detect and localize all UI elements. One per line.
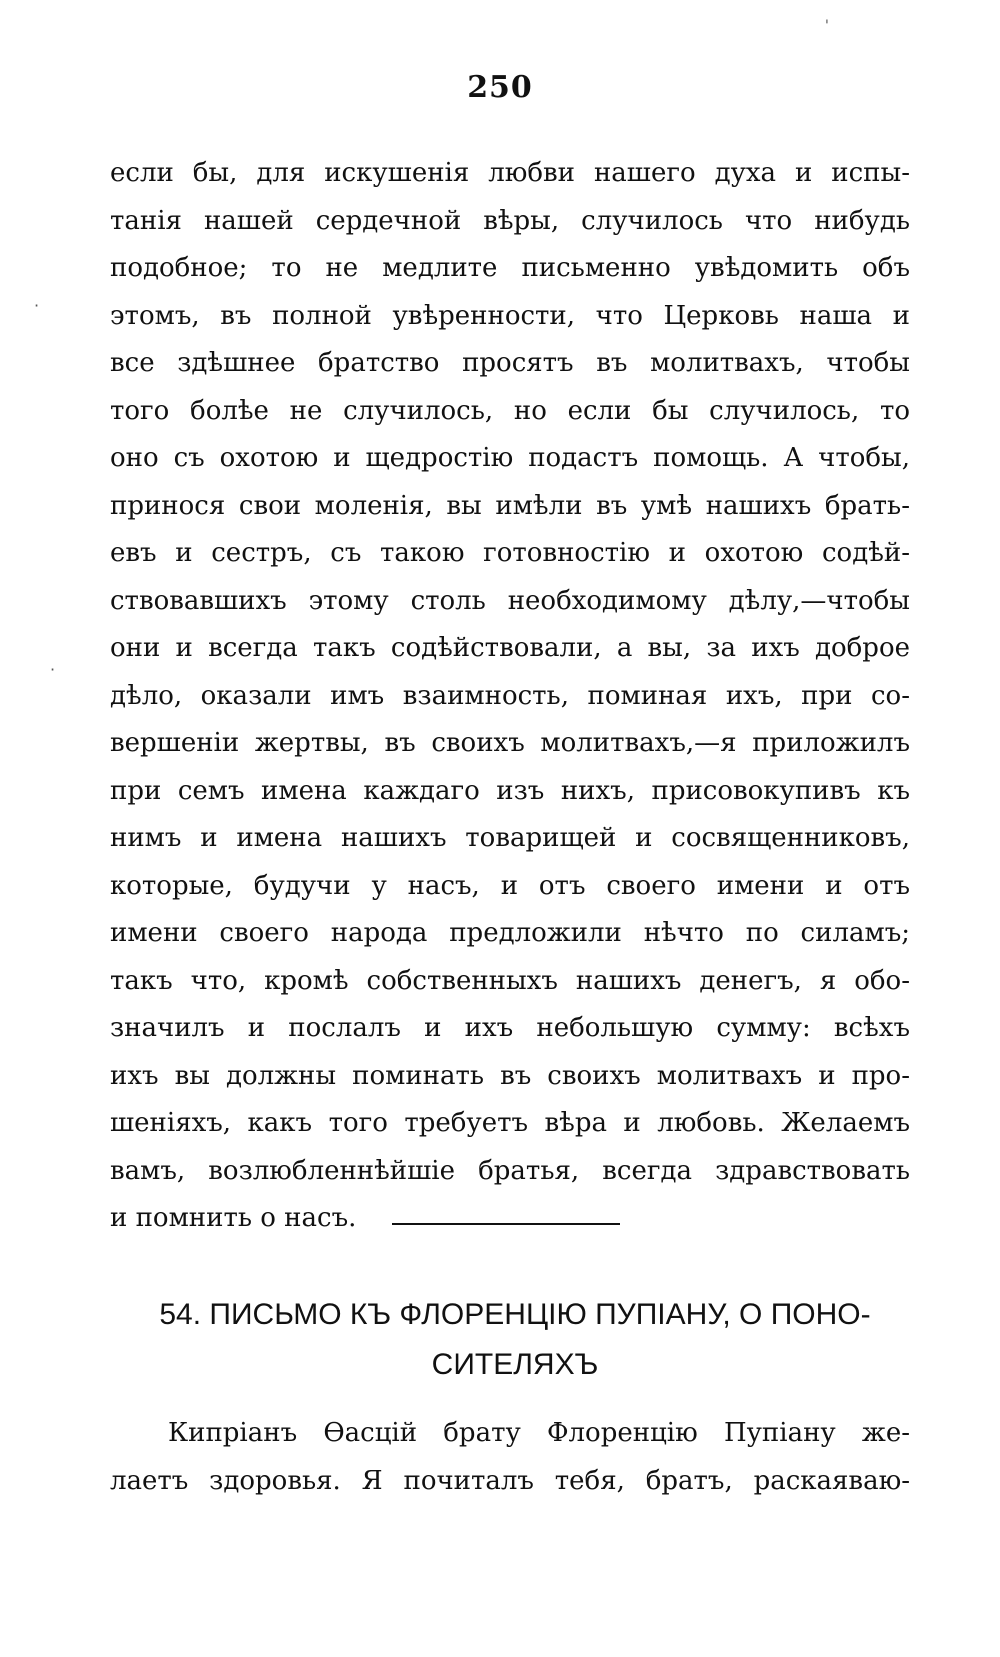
text-line-last: и помнить о насъ. — [110, 1203, 357, 1233]
text-line: Кипріанъ Ѳасцій брату Флоренцію Пупіану же- — [168, 1418, 910, 1448]
text-line: того болѣе не случилось, но если бы случилось, то — [110, 395, 910, 426]
text-line: лаетъ здоровья. Я почиталъ тебя, братъ, раскаяваю- — [110, 1465, 910, 1496]
text-line: если бы, для искушенія любви нашего духа и испы- — [110, 158, 910, 188]
letter-heading — [120, 1290, 910, 1390]
heading-line: СИТЕЛЯХЪ — [431, 1348, 599, 1381]
text-line: они и всегда такъ содѣйствовали, а вы, за ихъ доброе — [110, 633, 910, 663]
text-line: этомъ, въ полной увѣренности, что Церковь наша и — [110, 300, 910, 331]
text-line: такъ что, кромѣ собственныхъ нашихъ денегъ, я обо- — [110, 965, 910, 996]
text-line: евъ и сестръ, съ такою готовностію и охотою содѣй- — [110, 538, 910, 568]
letter-body-text — [110, 150, 910, 1243]
text-line: все здѣшнее братство просятъ въ молитвахъ, чтобы — [110, 348, 910, 378]
scan-speck: · — [50, 660, 56, 679]
text-line: нимъ и имена нашихъ товарищей и сосвященниковъ, — [110, 823, 910, 853]
text-line: вамъ, возлюбленнѣйшіе братья, всегда здравствовать — [110, 1155, 910, 1186]
text-line: ствовавшихъ этому столь необходимому дѣлу,—чтобы — [110, 585, 910, 616]
text-line: подобное; то не медлите письменно увѣдомить объ — [110, 253, 910, 283]
text-line: имени своего народа предложили нѣчто по силамъ; — [110, 918, 910, 948]
heading-line: 54. ПИСЬМО КЪ ФЛОРЕНЦІЮ ПУПІАНУ, О ПОНО- — [159, 1298, 871, 1331]
text-line: ихъ вы должны поминать въ своихъ молитвахъ и про- — [110, 1060, 910, 1091]
text-line: которые, будучи у насъ, и отъ своего имени и отъ — [110, 870, 910, 901]
scan-speck: ' — [825, 18, 829, 34]
section-divider — [392, 1223, 620, 1225]
page-number: 250 — [467, 70, 533, 105]
scan-speck: · — [34, 296, 40, 315]
text-line: танія нашей сердечной вѣры, случилось что нибудь — [110, 205, 910, 236]
text-line: оно съ охотою и щедростію подастъ помощь. А чтобы, — [110, 443, 910, 473]
text-line: значилъ и послалъ и ихъ небольшую сумму: всѣхъ — [110, 1013, 910, 1043]
text-line: вершеніи жертвы, въ своихъ молитвахъ,—я приложилъ — [110, 728, 910, 758]
text-line: принося свои моленія, вы имѣли въ умѣ нашихъ брать- — [110, 490, 910, 521]
text-line: шеніяхъ, какъ того требуетъ вѣра и любовь. Желаемъ — [110, 1108, 910, 1138]
letter-opening-text — [110, 1410, 910, 1505]
text-line: дѣло, оказали имъ взаимность, поминая ихъ, при со- — [110, 680, 910, 711]
text-line: при семъ имена каждаго изъ нихъ, присовокупивъ къ — [110, 775, 910, 806]
